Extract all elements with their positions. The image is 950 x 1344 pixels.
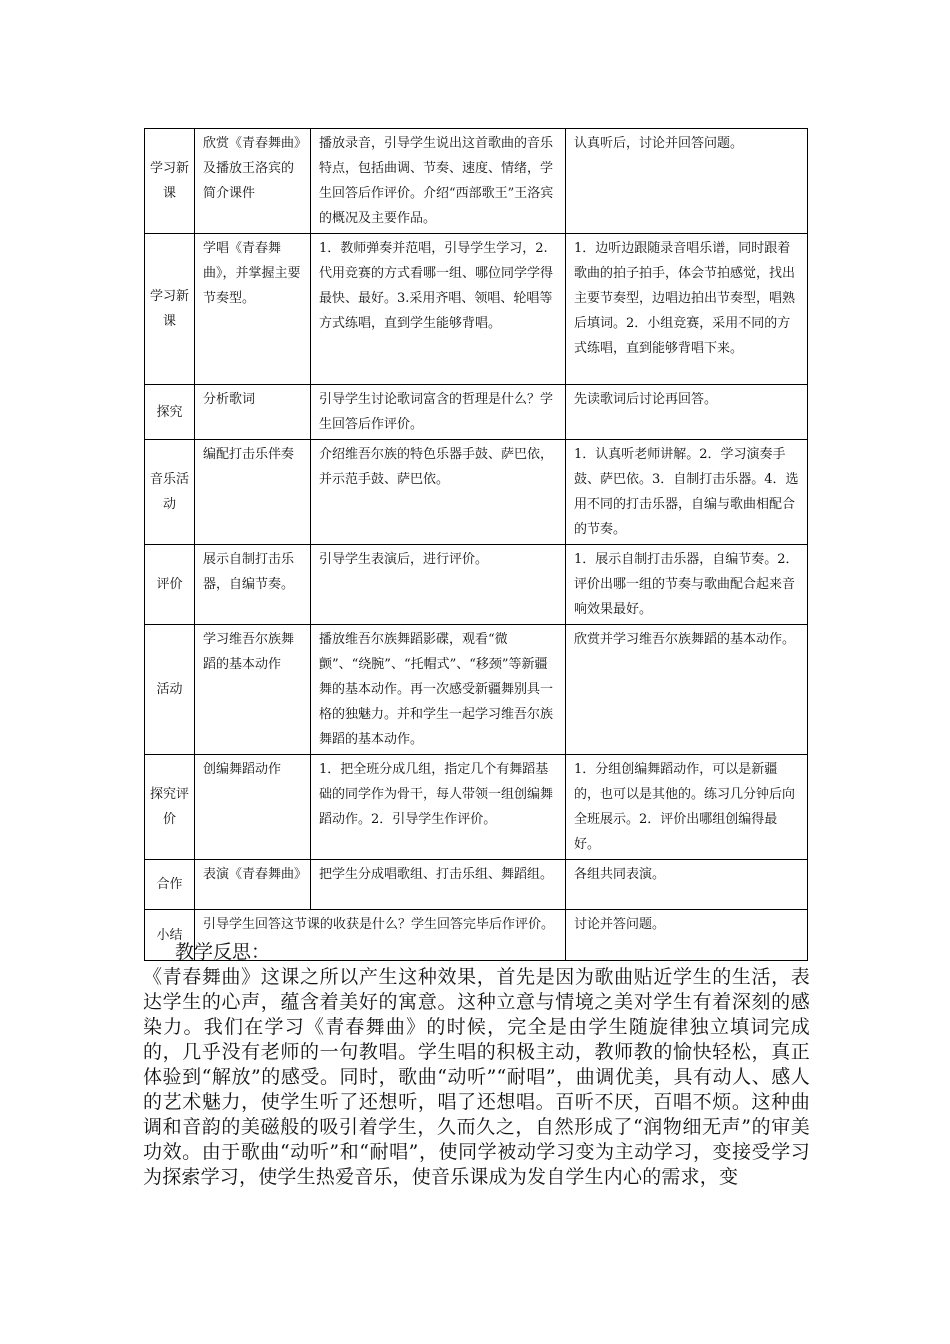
student-activity-cell: 先读歌词后讨论再回答。 [566,385,808,440]
table-row [145,860,808,910]
student-activity-cell: 1．分组创编舞蹈动作，可以是新疆的，也可以是其他的。练习几分钟后向全班展示。2．评价出哪组创编得最好。 [566,755,808,860]
student-activity-cell: 讨论并答问题。 [566,910,808,961]
content-cell: 编配打击乐伴奏 [195,440,311,545]
stage-cell: 活动 [145,625,195,755]
stage-cell: 小结 [145,910,195,961]
student-activity-cell: 1．展示自制打击乐器，自编节奏。2．评价出哪一组的节奏与歌曲配合起来音响效果最好。 [566,545,808,625]
teacher-activity-cell: 把学生分成唱歌组、打击乐组、舞蹈组。 [311,860,566,910]
stage-cell: 探究评价 [145,755,195,860]
student-activity-cell: 1．认真听老师讲解。2．学习演奏手鼓、萨巴依。3．自制打击乐器。4．选用不同的打击乐器，自编与歌曲相配合的节奏。 [566,440,808,545]
content-cell: 创编舞蹈动作 [195,755,311,860]
stage-cell: 音乐活动 [145,440,195,545]
teacher-activity-cell: 引导学生讨论歌词富含的哲理是什么？学生回答后作评价。 [311,385,566,440]
teacher-activity-cell: 引导学生表演后，进行评价。 [311,545,566,625]
content-cell: 表演《青春舞曲》 [195,860,311,910]
teacher-activity-cell: 播放录音，引导学生说出这首歌曲的音乐特点，包括曲调、节奏、速度、情绪，学生回答后作评价。介绍“西部歌王”王洛宾的概况及主要作品。 [311,129,566,234]
teacher-activity-cell: 1．教师弹奏并范唱，引导学生学习，2.代用竞赛的方式看哪一组、哪位同学学得最快、最好。3.采用齐唱、领唱、轮唱等方式练唱，直到学生能够背唱。 [311,234,566,385]
student-activity-cell: 1．边听边跟随录音唱乐谱，同时跟着歌曲的拍子拍手，体会节拍感觉，找出主要节奏型，边唱边拍出节奏型，唱熟后填词。2．小组竞赛，采用不同的方式练唱，直到能够背唱下来。 [566,234,808,385]
content-cell: 展示自制打击乐器，自编节奏。 [195,545,311,625]
table-row [145,129,808,234]
table-row [145,440,808,545]
teacher-activity-cell: 介绍维吾尔族的特色乐器手鼓、萨巴依，并示范手鼓、萨巴依。 [311,440,566,545]
stage-cell: 学习新课 [145,234,195,385]
table-row [145,234,808,385]
content-cell: 分析歌词 [195,385,311,440]
summary-teacher-cell: 引导学生回答这节课的收获是什么？学生回答完毕后作评价。 [195,910,566,961]
content-cell: 学唱《青春舞曲》，并掌握主要节奏型。 [195,234,311,385]
table-row [145,545,808,625]
table-row [145,385,808,440]
teaching-reflection [143,940,810,1190]
student-activity-cell: 认真听后，讨论并回答问题。 [566,129,808,234]
stage-cell: 合作 [145,860,195,910]
lesson-plan-table [144,128,808,961]
teacher-activity-cell: 1．把全班分成几组，指定几个有舞蹈基础的同学作为骨干，每人带领一组创编舞蹈动作。2．引导学生作评价。 [311,755,566,860]
stage-cell: 学习新课 [145,129,195,234]
reflection-body: 《青春舞曲》这课之所以产生这种效果，首先是因为歌曲贴近学生的生活，表达学生的心声，蕴含着美好的寓意。这种立意与情境之美对学生有着深刻的感染力。我们在学习《青春舞曲》的时候，完全是由学生随旋律独立填词完成的，几乎没有老师的一句教唱。学生唱的积极主动，教师教的愉快轻松，真正体验到“解放”的感受。同时，歌曲“动听”“耐唱”，曲调优美，具有动人、感人的艺术魅力，使学生听了还想听，唱了还想唱。百听不厌，百唱不烦。这种曲调和音韵的美磁般的吸引着学生，久而久之，自然形成了“润物细无声”的审美功效。由于歌曲“动听”和“耐唱”，使同学被动学习变为主动学习，变接受学习为探索学习，使学生热爱音乐，使音乐课成为发自学生内心的需求，变 [143,966,810,1188]
content-cell: 欣赏《青春舞曲》及播放王洛宾的简介课件 [195,129,311,234]
content-cell: 学习维吾尔族舞蹈的基本动作 [195,625,311,755]
stage-cell: 探究 [145,385,195,440]
table-row [145,755,808,860]
stage-cell: 评价 [145,545,195,625]
table-row [145,625,808,755]
teacher-activity-cell: 播放维吾尔族舞蹈影碟，观看“微颤”、“绕腕”、“托帽式”、“移颈”等新疆舞的基本动作。再一次感受新疆舞别具一格的独魅力。并和学生一起学习维吾尔族舞蹈的基本动作。 [311,625,566,755]
student-activity-cell: 各组共同表演。 [566,860,808,910]
reflection-title: 教学反思： [175,941,271,963]
student-activity-cell: 欣赏并学习维吾尔族舞蹈的基本动作。 [566,625,808,755]
